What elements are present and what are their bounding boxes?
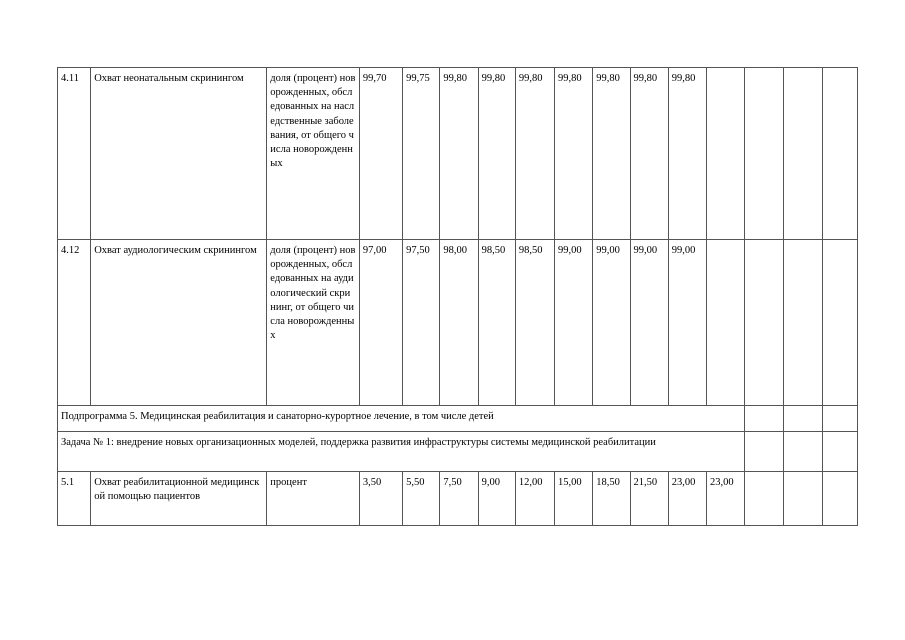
value-cell: 99,70 (359, 68, 402, 240)
value-cell: 99,80 (440, 68, 478, 240)
task-title: Задача № 1: внедрение новых организационных моделей, поддержка развития инфраструктуры системы медицинской реабилитации (58, 432, 745, 472)
value-cell: 99,00 (668, 240, 706, 406)
row-name: Охват аудиологическим скринингом (91, 240, 267, 406)
value-cell: 99,00 (593, 240, 630, 406)
value-cell (822, 240, 857, 406)
value-cell (784, 472, 822, 526)
value-cell: 23,00 (668, 472, 706, 526)
value-cell: 21,50 (630, 472, 668, 526)
value-cell: 98,00 (440, 240, 478, 406)
row-unit: процент (267, 472, 360, 526)
value-cell (784, 68, 822, 240)
value-cell: 99,80 (668, 68, 706, 240)
table-row (58, 472, 858, 526)
indicators-table (57, 67, 858, 526)
row-name: Охват реабилитационной медицинской помощью пациентов (91, 472, 267, 526)
value-cell (822, 472, 857, 526)
value-cell: 97,00 (359, 240, 402, 406)
row-unit: доля (процент) новорожденных, обследованных на аудиологический скрининг, от общего числа новорожденных (267, 240, 360, 406)
value-cell: 9,00 (478, 472, 515, 526)
value-cell (822, 68, 857, 240)
row-name: Охват неонатальным скринингом (91, 68, 267, 240)
row-code: 5.1 (58, 472, 91, 526)
value-cell (745, 240, 784, 406)
value-cell: 3,50 (359, 472, 402, 526)
value-cell: 99,75 (403, 68, 440, 240)
subprogram-row (58, 406, 858, 432)
value-cell (745, 472, 784, 526)
row-code: 4.11 (58, 68, 91, 240)
value-cell (784, 240, 822, 406)
empty-cell (822, 406, 857, 432)
value-cell: 7,50 (440, 472, 478, 526)
table-row (58, 240, 858, 406)
value-cell: 99,80 (515, 68, 554, 240)
empty-cell (822, 432, 857, 472)
task-row (58, 432, 858, 472)
value-cell: 99,00 (555, 240, 593, 406)
table-row (58, 68, 858, 240)
empty-cell (784, 406, 822, 432)
empty-cell (745, 406, 784, 432)
empty-cell (745, 432, 784, 472)
value-cell: 99,80 (593, 68, 630, 240)
value-cell (745, 68, 784, 240)
value-cell: 12,00 (515, 472, 554, 526)
row-unit: доля (процент) новорожденных, обследованных на наследственные заболевания, от общего числа новорожденных (267, 68, 360, 240)
value-cell: 15,00 (555, 472, 593, 526)
value-cell: 5,50 (403, 472, 440, 526)
subprogram-title: Подпрограмма 5. Медицинская реабилитация и санаторно-курортное лечение, в том числе детей (58, 406, 745, 432)
value-cell: 99,00 (630, 240, 668, 406)
value-cell: 23,00 (706, 472, 744, 526)
value-cell: 97,50 (403, 240, 440, 406)
value-cell: 18,50 (593, 472, 630, 526)
value-cell: 99,80 (630, 68, 668, 240)
value-cell: 99,80 (478, 68, 515, 240)
value-cell (706, 240, 744, 406)
value-cell (706, 68, 744, 240)
value-cell: 99,80 (555, 68, 593, 240)
row-code: 4.12 (58, 240, 91, 406)
empty-cell (784, 432, 822, 472)
value-cell: 98,50 (515, 240, 554, 406)
value-cell: 98,50 (478, 240, 515, 406)
